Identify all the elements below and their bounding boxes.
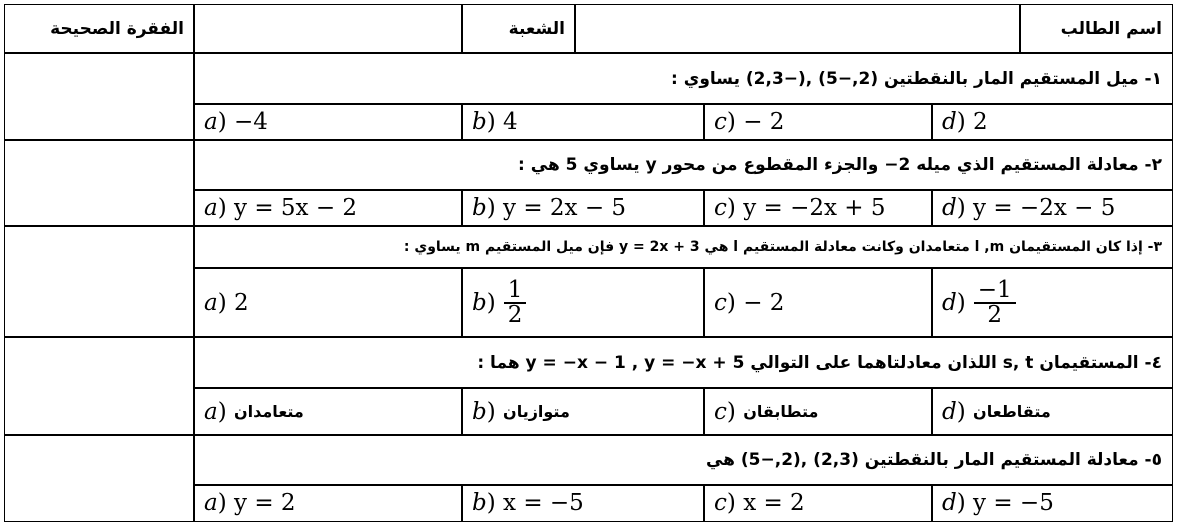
question-5-option-d[interactable]: d ) y = −5 <box>931 484 1173 522</box>
question-1-option-c[interactable]: c ) − 2 <box>703 103 933 141</box>
correct-option-label: الفقرة الصحيحة <box>50 19 184 39</box>
question-4-option-a[interactable]: a ) متعامدان <box>193 387 463 436</box>
question-1-text: ١- ميل المستقيم المار بالنقطتين (2,−5) ,(−2,3) يساوي : <box>193 52 1173 105</box>
question-2-option-b[interactable]: b ) y = 2x − 5 <box>461 189 705 227</box>
question-5-option-b[interactable]: b ) x = −5 <box>461 484 705 522</box>
fraction-one-half: $\frac{1}{2}$ <box>504 279 527 327</box>
student-name-label-cell <box>1019 4 1173 54</box>
question-2-option-d[interactable]: d ) y = −2x − 5 <box>931 189 1173 227</box>
section-label: الشعبة <box>508 19 565 39</box>
question-3-text: ٣- إذا كان المستقيمان l ,m متعامدان وكانت معادلة المستقيم l هي y = 2x + 3 فإن ميل المستقيم m يساوي : <box>193 225 1173 269</box>
question-2-option-a[interactable]: a ) y = 5x − 2 <box>193 189 463 227</box>
question-1-option-d[interactable]: d ) 2 <box>931 103 1173 141</box>
question-3-option-c[interactable]: c ) − 2 <box>703 267 933 338</box>
correct-option-header <box>4 4 195 54</box>
question-1-option-b[interactable]: b ) 4 <box>461 103 705 141</box>
answer-cell-5[interactable] <box>4 434 195 522</box>
question-3-option-b[interactable]: b ) $\frac{1}{2}$ <box>461 267 705 338</box>
exam-table <box>4 4 1173 522</box>
question-4-option-b[interactable]: b ) متوازيان <box>461 387 705 436</box>
question-4-option-c[interactable]: c ) متطابقان <box>703 387 933 436</box>
question-5-text: ٥- معادلة المستقيم المار بالنقطتين (2,3) ,(2,−5) هي <box>193 434 1173 486</box>
question-5-option-c[interactable]: c ) x = 2 <box>703 484 933 522</box>
answer-blank[interactable] <box>193 4 463 54</box>
answer-cell-4[interactable] <box>4 336 195 436</box>
answer-cell-2[interactable] <box>4 139 195 227</box>
question-3-option-a[interactable]: a ) 2 <box>193 267 463 338</box>
fraction-negative-one-half: $\frac{-1}{2}$ <box>974 279 1016 327</box>
question-2-text: ٢- معادلة المستقيم الذي ميله 2− والجزء المقطوع من محور y يساوي 5 هي : <box>193 139 1173 191</box>
question-5-option-a[interactable]: a ) y = 2 <box>193 484 463 522</box>
question-1-option-a[interactable]: a ) −4 <box>193 103 463 141</box>
question-2-option-c[interactable]: c ) y = −2x + 5 <box>703 189 933 227</box>
question-4-text: ٤- المستقيمان s, t اللذان معادلتاهما على التوالي y = −x − 1 , y = −x + 5 هما : <box>193 336 1173 389</box>
student-name-label: اسم الطالب <box>1060 19 1162 39</box>
section-field[interactable] <box>574 4 1021 54</box>
answer-cell-1[interactable] <box>4 52 195 141</box>
question-4-option-d[interactable]: d ) متقاطعان <box>931 387 1173 436</box>
answer-cell-3[interactable] <box>4 225 195 338</box>
question-3-option-d[interactable]: d ) $\frac{-1}{2}$ <box>931 267 1173 338</box>
section-label-cell <box>461 4 576 54</box>
